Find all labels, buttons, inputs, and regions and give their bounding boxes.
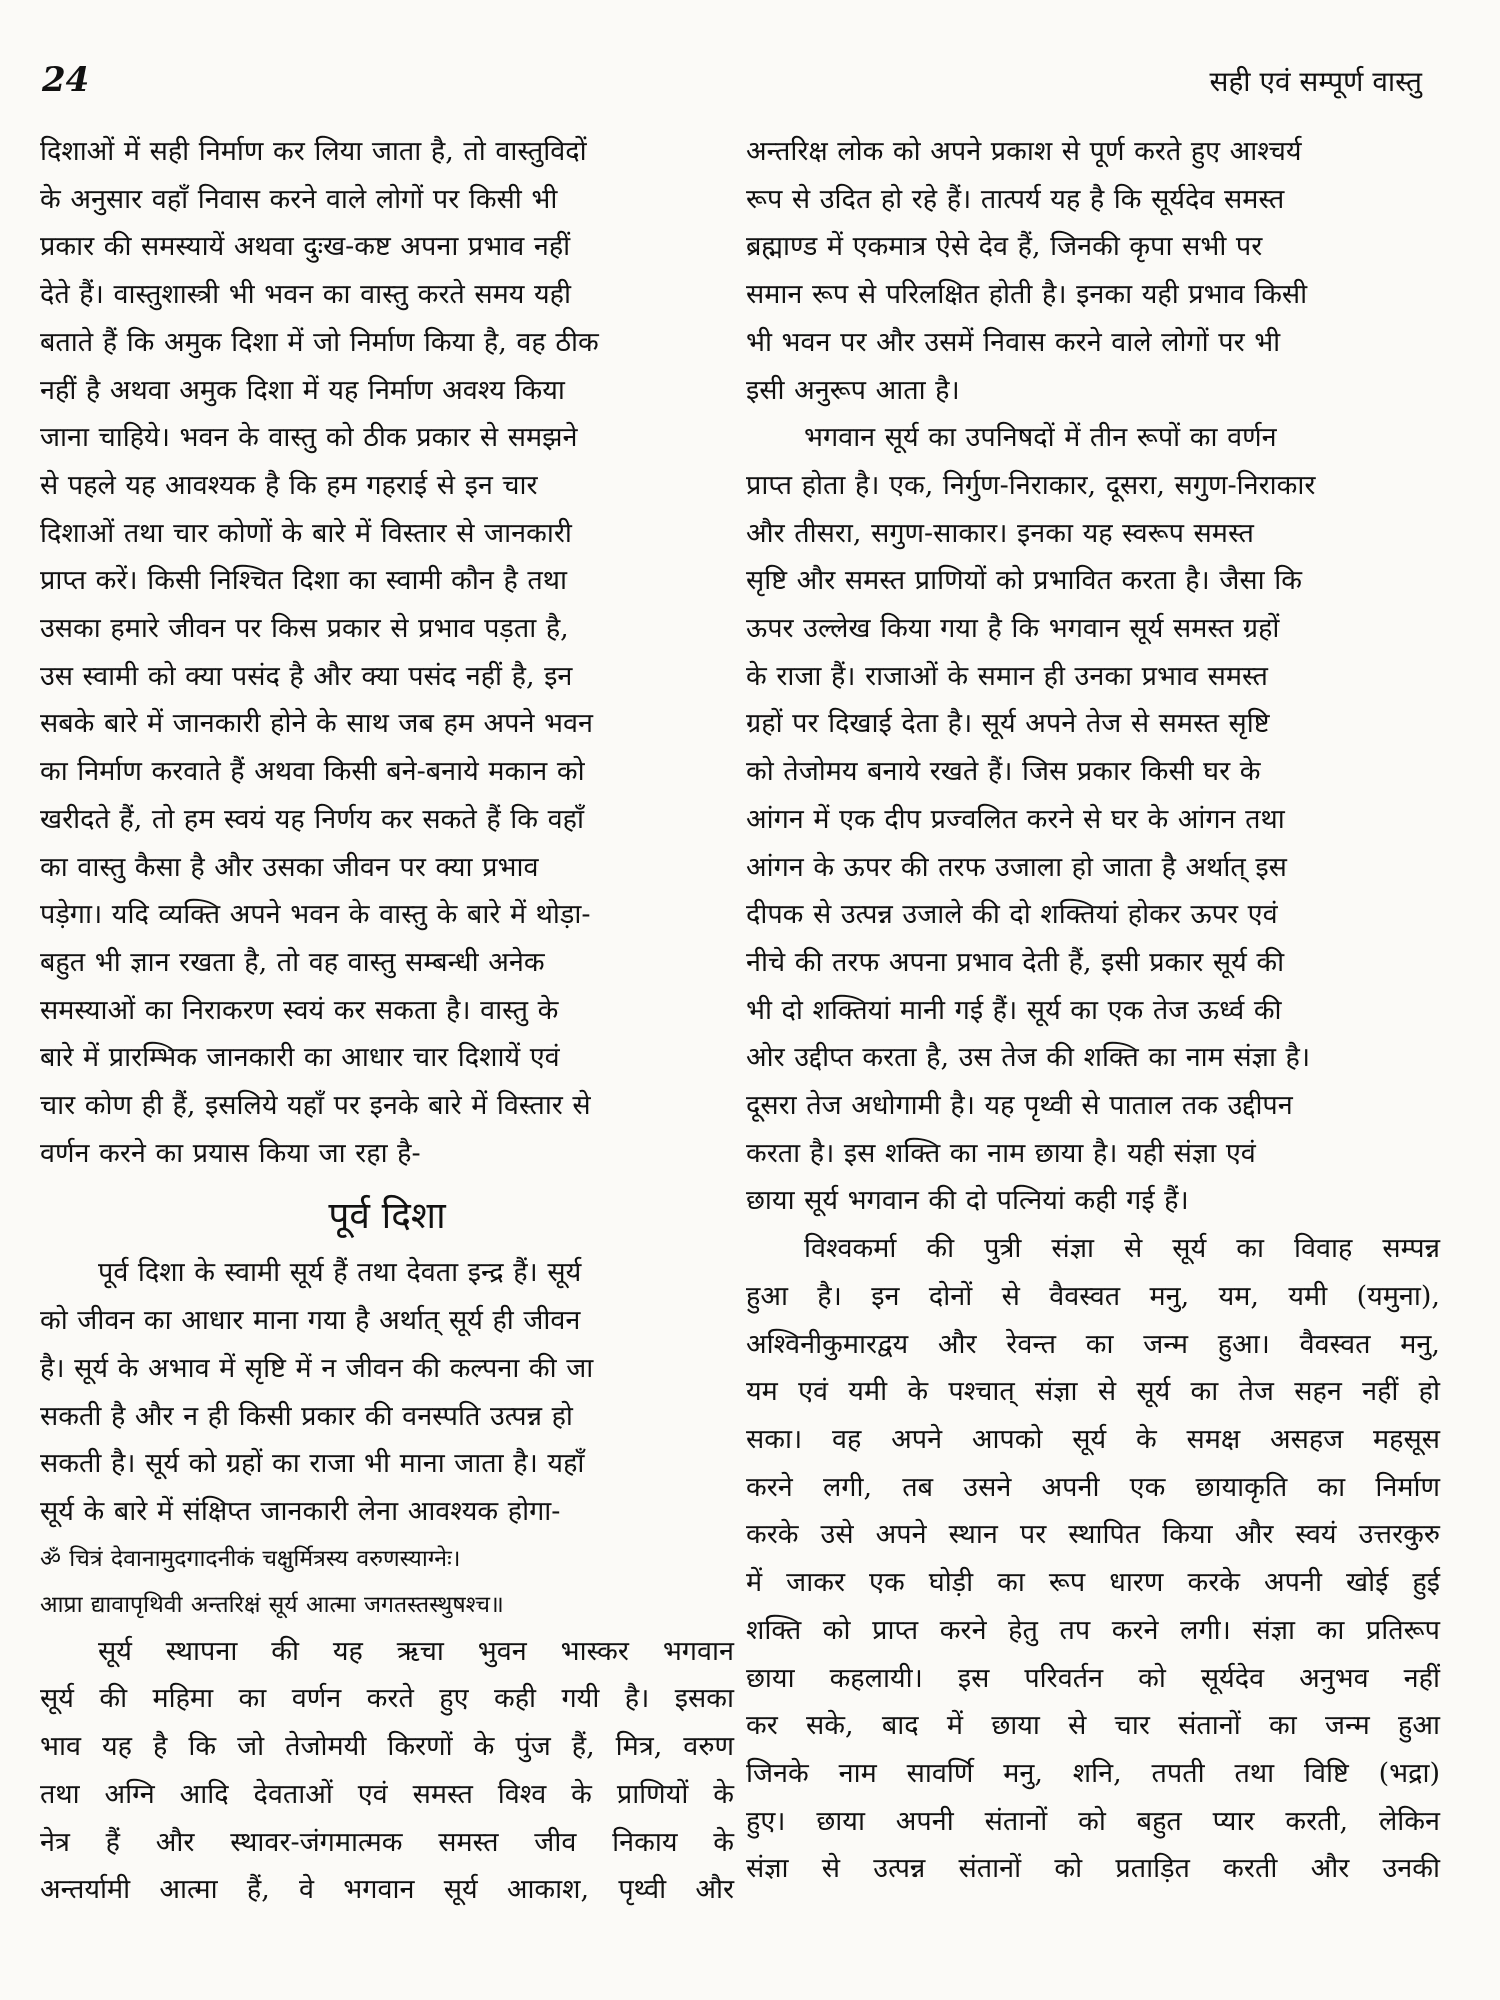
text-line: प्रकार की समस्यायें अथवा दुःख-कष्ट अपना प्रभाव नहीं — [40, 231, 571, 263]
mantra-line: ॐ चित्रं देवानामुदगादनीकं चक्षुर्मित्रस्य वरुणस्याग्नेः। — [40, 1545, 461, 1572]
text-line: समस्याओं का निराकरण स्वयं कर सकता है। वास्तु के — [40, 994, 559, 1026]
text-line: अन्तर्यामी आत्मा हैं, वे भगवान सूर्य आकाश, पृथ्वी और — [40, 1874, 734, 1906]
text-line: करता है। इस शक्ति का नाम छाया है। यही संज्ञा एवं — [746, 1137, 1256, 1169]
paragraph — [40, 128, 734, 1177]
text-line: कर सके, बाद में छाया से चार संतानों का जन्म हुआ — [746, 1710, 1440, 1742]
text-line: समान रूप से परिलक्षित होती है। इनका यही प्रभाव किसी — [746, 279, 1308, 311]
text-line: सबके बारे में जानकारी होने के साथ जब हम अपने भवन — [40, 708, 594, 740]
text-line: दिशाओं तथा चार कोणों के बारे में विस्तार से जानकारी — [40, 517, 572, 549]
paragraph — [40, 1628, 734, 1914]
text-line: विश्वकर्मा की पुत्री संज्ञा से सूर्य का विवाह सम्पन्न — [804, 1233, 1440, 1265]
text-line: रूप से उदित हो रहे हैं। तात्पर्य यह है कि सूर्यदेव समस्त — [746, 183, 1285, 215]
text-line: है। सूर्य के अभाव में सृष्टि में न जीवन की कल्पना की जा — [40, 1352, 594, 1384]
text-line: के राजा हैं। राजाओं के समान ही उनका प्रभाव समस्त — [746, 660, 1268, 692]
text-line: का वास्तु कैसा है और उसका जीवन पर क्या प्रभाव — [40, 851, 539, 883]
paragraph — [746, 1225, 1440, 1893]
text-line: ग्रहों पर दिखाई देता है। सूर्य अपने तेज से समस्त सृष्टि — [746, 708, 1270, 740]
text-columns — [40, 128, 1440, 1914]
section-title: पूर्व दिशा — [328, 1194, 446, 1238]
page-header — [40, 60, 1440, 120]
text-line: प्राप्त करें। किसी निश्चित दिशा का स्वामी कौन है तथा — [40, 565, 568, 597]
text-line: छाया कहलायी। इस परिवर्तन को सूर्यदेव अनुभव नहीं — [746, 1662, 1440, 1694]
text-line: हुए। छाया अपनी संतानों को बहुत प्यार करती, लेकिन — [746, 1805, 1440, 1837]
mantra-line: आप्रा द्यावापृथिवी अन्तरिक्षं सूर्य आत्मा जगतस्तस्थुषश्च॥ — [40, 1591, 504, 1618]
text-line: जाना चाहिये। भवन के वास्तु को ठीक प्रकार से समझने — [40, 422, 578, 454]
text-line: प्राप्त होता है। एक, निर्गुण-निराकार, दूसरा, सगुण-निराकार — [746, 469, 1316, 501]
text-line: भाव यह है कि जो तेजोमयी किरणों के पुंज हैं, मित्र, वरुण — [40, 1731, 734, 1763]
text-line: वर्णन करने का प्रयास किया जा रहा है- — [40, 1137, 421, 1169]
text-line: तथा अग्नि आदि देवताओं एवं समस्त विश्व के प्राणियों के — [40, 1778, 734, 1810]
text-line: खरीदते हैं, तो हम स्वयं यह निर्णय कर सकते हैं कि वहाँ — [40, 803, 584, 835]
running-title: सही एवं सम्पूर्ण वास्तु — [1209, 65, 1422, 98]
paragraph — [746, 414, 1440, 1225]
text-line: सूर्य स्थापना की यह ऋचा भुवन भास्कर भगवान — [98, 1635, 734, 1667]
text-line: दीपक से उत्पन्न उजाले की दो शक्तियां होकर ऊपर एवं — [746, 899, 1278, 931]
right-column — [746, 128, 1440, 1914]
text-line: अन्तरिक्ष लोक को अपने प्रकाश से पूर्ण करते हुए आश्चर्य — [746, 136, 1302, 167]
text-line: छाया सूर्य भगवान की दो पत्नियां कही गई हैं। — [746, 1185, 1189, 1217]
text-line: से पहले यह आवश्यक है कि हम गहराई से इन चार — [40, 469, 538, 501]
text-line: आंगन में एक दीप प्रज्वलित करने से घर के आंगन तथा — [746, 803, 1285, 835]
text-line: आंगन के ऊपर की तरफ उजाला हो जाता है अर्थात् इस — [746, 851, 1287, 883]
text-line: को जीवन का आधार माना गया है अर्थात् सूर्य ही जीवन — [40, 1305, 581, 1337]
text-line: का निर्माण करवाते हैं अथवा किसी बने-बनाये मकान को — [40, 756, 585, 788]
text-line: और तीसरा, सगुण-साकार। इनका यह स्वरूप समस्त — [746, 517, 1254, 549]
text-line: करके उसे अपने स्थान पर स्थापित किया और स्वयं उत्तरकुरु — [746, 1519, 1440, 1551]
text-line: यम एवं यमी के पश्चात् संज्ञा से सूर्य का तेज सहन नहीं हो — [746, 1376, 1440, 1408]
text-line: बारे में प्रारम्भिक जानकारी का आधार चार दिशायें एवं — [40, 1042, 560, 1074]
paragraph — [746, 128, 1440, 414]
text-line: भी दो शक्तियां मानी गई हैं। सूर्य का एक तेज ऊर्ध्व की — [746, 994, 1282, 1026]
text-line: जिनके नाम सावर्णि मनु, शनि, तपती तथा विष्टि (भद्रा) — [746, 1757, 1440, 1789]
text-line: ब्रह्माण्ड में एकमात्र ऐसे देव हैं, जिनकी कृपा सभी पर — [746, 231, 1263, 263]
text-line: उसका हमारे जीवन पर किस प्रकार से प्रभाव पड़ता है, — [40, 613, 569, 645]
text-line: सकती है और न ही किसी प्रकार की वनस्पति उत्पन्न हो — [40, 1400, 573, 1432]
text-line: पूर्व दिशा के स्वामी सूर्य हैं तथा देवता इन्द्र हैं। सूर्य — [98, 1257, 582, 1289]
text-line: बहुत भी ज्ञान रखता है, तो वह वास्तु सम्बन्धी अनेक — [40, 946, 545, 978]
text-line: हुआ है। इन दोनों से वैवस्वत मनु, यम, यमी (यमुना), — [746, 1280, 1440, 1312]
text-line: सकती है। सूर्य को ग्रहों का राजा भी माना जाता है। यहाँ — [40, 1448, 585, 1480]
text-line: में जाकर एक घोड़ी का रूप धारण करके अपनी खोई हुई — [746, 1567, 1440, 1599]
text-line: भी भवन पर और उसमें निवास करने वाले लोगों पर भी — [746, 326, 1281, 358]
text-line: शक्ति को प्राप्त करने हेतु तप करने लगी। संज्ञा का प्रतिरूप — [746, 1614, 1440, 1646]
text-line: सृष्टि और समस्त प्राणियों को प्रभावित करता है। जैसा कि — [746, 565, 1302, 597]
text-line: इसी अनुरूप आता है। — [746, 374, 960, 406]
text-line: अश्विनीकुमारद्वय और रेवन्त का जन्म हुआ। वैवस्वत मनु, — [746, 1328, 1440, 1360]
text-line: ओर उद्दीप्त करता है, उस तेज की शक्ति का नाम संज्ञा है। — [746, 1042, 1311, 1074]
mantra-verse — [40, 1536, 734, 1628]
text-line: सूर्य की महिमा का वर्णन करते हुए कही गयी है। इसका — [40, 1683, 734, 1715]
text-line: दिशाओं में सही निर्माण कर लिया जाता है, तो वास्तुविदों — [40, 136, 587, 167]
text-line: चार कोण ही हैं, इसलिये यहाँ पर इनके बारे में विस्तार से — [40, 1090, 591, 1122]
text-line: उस स्वामी को क्या पसंद है और क्या पसंद नहीं है, इन — [40, 660, 573, 692]
text-line: को तेजोमय बनाये रखते हैं। जिस प्रकार किसी घर के — [746, 756, 1261, 788]
text-line: सका। वह अपने आपको सूर्य के समक्ष असहज महसूस — [746, 1423, 1440, 1455]
text-line: संज्ञा से उत्पन्न संतानों को प्रताड़ित करती और उनकी — [746, 1853, 1440, 1885]
text-line: पड़ेगा। यदि व्यक्ति अपने भवन के वास्तु के बारे में थोड़ा- — [40, 899, 591, 931]
page-number: 24 — [42, 60, 90, 100]
text-line: दूसरा तेज अधोगामी है। यह पृथ्वी से पाताल तक उद्दीपन — [746, 1090, 1293, 1122]
text-line: नेत्र हैं और स्थावर-जंगमात्मक समस्त जीव निकाय के — [40, 1826, 734, 1858]
text-line: के अनुसार वहाँ निवास करने वाले लोगों पर किसी भी — [40, 183, 558, 215]
text-line: भगवान सूर्य का उपनिषदों में तीन रूपों का वर्णन — [804, 422, 1277, 454]
text-line: सूर्य के बारे में संक्षिप्त जानकारी लेना आवश्यक होगा- — [40, 1495, 561, 1527]
text-line: बताते हैं कि अमुक दिशा में जो निर्माण किया है, वह ठीक — [40, 326, 599, 358]
left-column — [40, 128, 734, 1914]
text-line: करने लगी, तब उसने अपनी एक छायाकृति का निर्माण — [746, 1471, 1440, 1503]
text-line: देते हैं। वास्तुशास्त्री भी भवन का वास्तु करते समय यही — [40, 279, 571, 311]
text-line: नहीं है अथवा अमुक दिशा में यह निर्माण अवश्य किया — [40, 374, 565, 406]
paragraph — [40, 1249, 734, 1535]
text-line: नीचे की तरफ अपना प्रभाव देती हैं, इसी प्रकार सूर्य की — [746, 946, 1285, 978]
text-line: ऊपर उल्लेख किया गया है कि भगवान सूर्य समस्त ग्रहों — [746, 613, 1280, 645]
